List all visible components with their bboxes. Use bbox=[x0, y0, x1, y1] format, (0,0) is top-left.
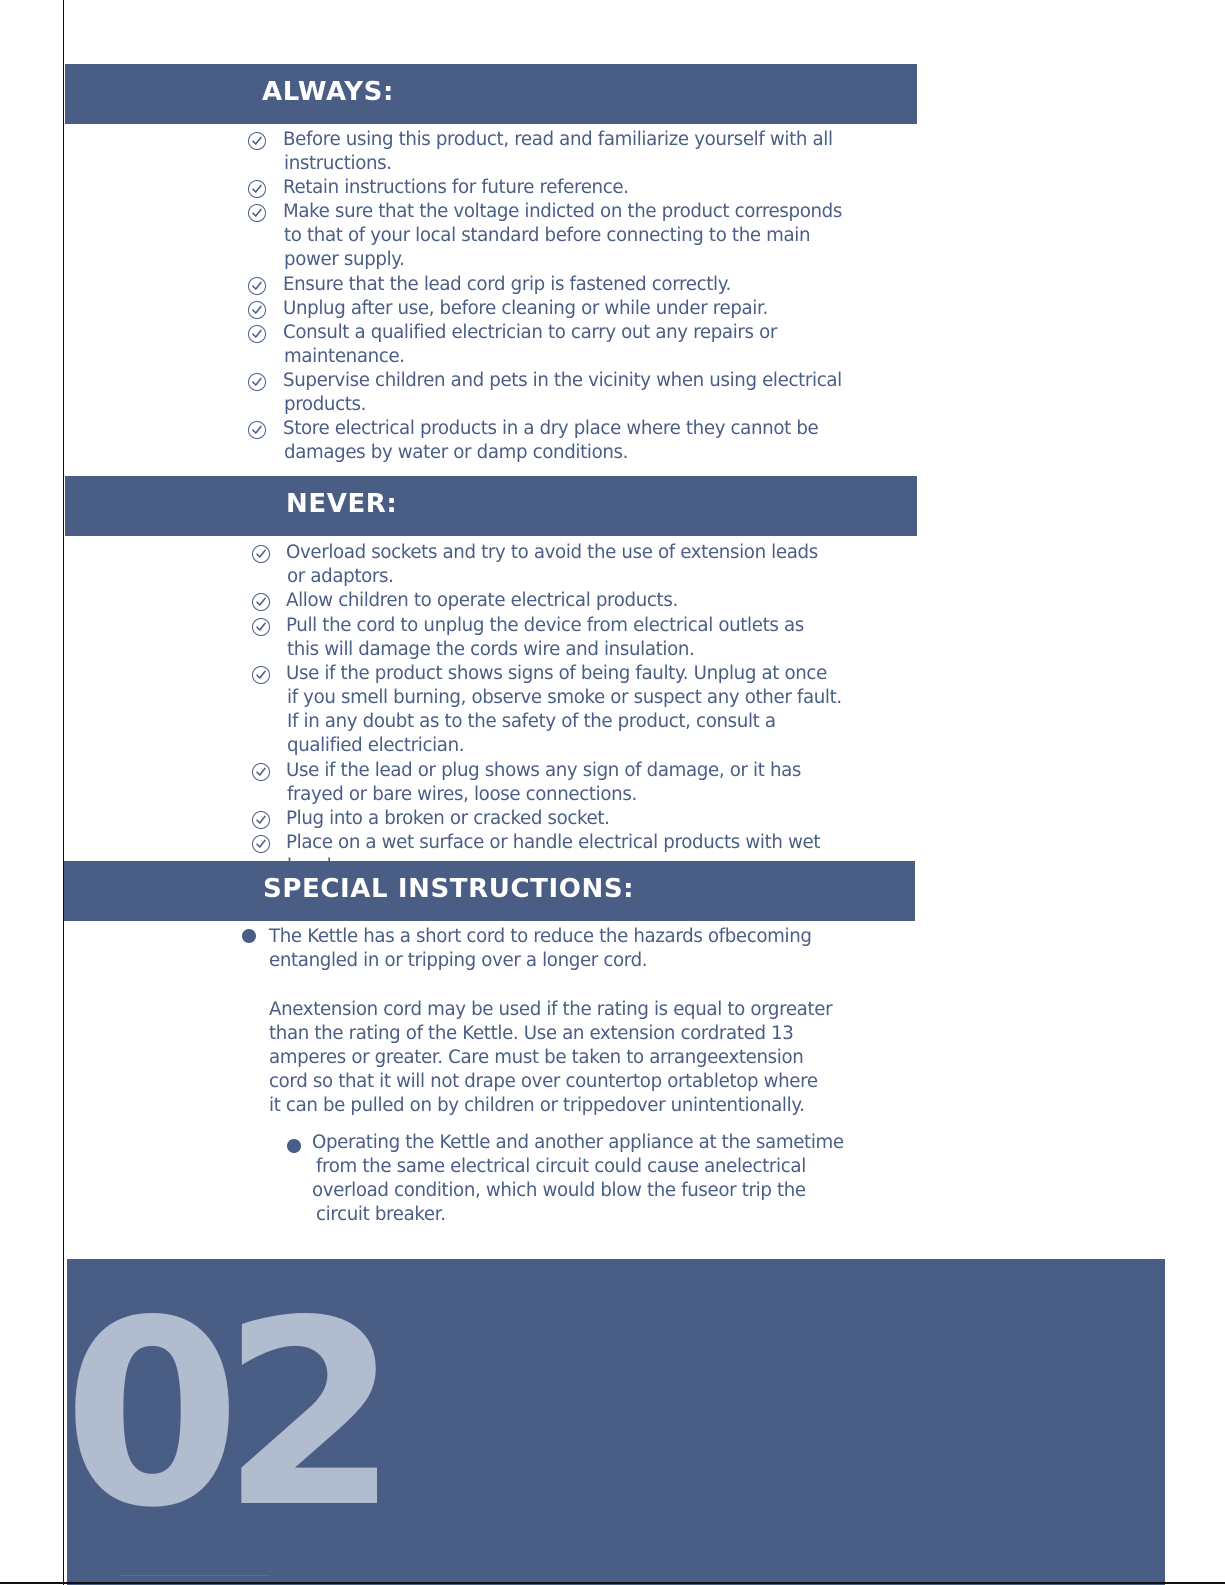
check-circle-icon bbox=[248, 373, 266, 391]
text-line: Consult a qualified electrician to carry out any repairs or bbox=[283, 321, 777, 343]
text-line: Overload sockets and try to avoid the use of extension leads bbox=[286, 542, 818, 563]
never-list-item bbox=[286, 589, 678, 613]
text-line: circuit breaker. bbox=[316, 1204, 446, 1226]
text-line: frayed or bare wires, loose connections. bbox=[287, 783, 637, 805]
text-line: Use if the lead or plug shows any sign of damage, or it has bbox=[286, 759, 802, 781]
text-line: The Kettle has a short cord to reduce the hazards ofbecoming bbox=[269, 926, 812, 947]
text-line: amperes or greater. Care must be taken to arrangeextension bbox=[269, 1047, 804, 1069]
never-list-item bbox=[286, 759, 801, 807]
bullet-dot bbox=[242, 929, 256, 943]
special-header-band bbox=[64, 861, 915, 921]
text-line: overload condition, which would blow the fuseor trip the bbox=[312, 1180, 806, 1202]
text-line: to that of your local standard before connecting to the main bbox=[284, 225, 811, 247]
text-line: Make sure that the voltage indicted on the product corresponds bbox=[283, 201, 842, 223]
check-circle-icon bbox=[252, 593, 270, 611]
text-line: products. bbox=[284, 394, 367, 416]
text-line: Supervise children and pets in the vicinity when using electrical bbox=[283, 370, 842, 391]
always-list-item bbox=[283, 369, 842, 417]
check-circle-icon bbox=[252, 545, 270, 563]
special-para-2 bbox=[269, 998, 832, 1118]
bullet-dot bbox=[287, 1139, 301, 1153]
never-list-item bbox=[286, 541, 818, 589]
check-circle-icon bbox=[252, 618, 270, 636]
special-title: SPECIAL INSTRUCTIONS: bbox=[263, 874, 635, 904]
check-circle-icon bbox=[248, 204, 266, 222]
never-header-band bbox=[65, 476, 917, 536]
check-circle-icon bbox=[252, 835, 270, 853]
check-circle-icon bbox=[252, 763, 270, 781]
always-title: ALWAYS: bbox=[262, 77, 394, 107]
always-list-item bbox=[283, 297, 768, 321]
text-line: entangled in or tripping over a longer cord. bbox=[269, 950, 648, 972]
never-list bbox=[0, 536, 1225, 861]
text-line: damages by water or damp conditions. bbox=[284, 442, 629, 464]
check-circle-icon bbox=[248, 180, 266, 198]
always-list-item bbox=[283, 176, 629, 200]
text-line: Anextension cord may be used if the rating is equal to orgreater bbox=[269, 999, 833, 1020]
text-line: Ensure that the lead cord grip is fastened correctly. bbox=[283, 273, 731, 295]
text-line: qualified electrician. bbox=[287, 735, 465, 757]
check-circle-icon bbox=[248, 325, 266, 343]
special-para-3 bbox=[312, 1131, 844, 1227]
always-list-item bbox=[283, 321, 777, 369]
check-circle-icon bbox=[248, 132, 266, 150]
page-number: 02 bbox=[63, 1266, 380, 1564]
text-line: cord so that it will not drape over countertop ortabletop where bbox=[269, 1071, 818, 1093]
text-line: this will damage the cords wire and insulation. bbox=[287, 638, 695, 660]
never-list-item bbox=[286, 807, 610, 831]
always-list-item bbox=[283, 273, 731, 297]
text-line: Place on a wet surface or handle electrical products with wet bbox=[286, 832, 821, 854]
text-line: Operating the Kettle and another appliance at the sametime bbox=[312, 1132, 844, 1153]
text-line: it can be pulled on by children or trippedover unintentionally. bbox=[269, 1095, 805, 1117]
text-line: Plug into a broken or cracked socket. bbox=[286, 808, 610, 830]
text-line: Retain instructions for future reference. bbox=[283, 177, 629, 199]
text-line: Use if the product shows signs of being faulty. Unplug at once bbox=[286, 663, 827, 684]
bottom-rule bbox=[0, 1582, 1225, 1584]
text-line: Store electrical products in a dry place where they cannot be bbox=[283, 418, 819, 440]
text-line: Before using this product, read and familiarize yourself with all bbox=[283, 129, 833, 150]
text-line: Pull the cord to unplug the device from electrical outlets as bbox=[286, 614, 804, 636]
check-circle-icon bbox=[248, 277, 266, 295]
text-line: or adaptors. bbox=[287, 566, 394, 588]
check-circle-icon bbox=[252, 666, 270, 684]
never-list-item bbox=[286, 614, 804, 662]
never-title: NEVER: bbox=[286, 489, 398, 519]
text-line: from the same electrical circuit could cause anelectrical bbox=[316, 1156, 806, 1178]
text-line: Allow children to operate electrical products. bbox=[286, 590, 678, 612]
always-list-item bbox=[283, 417, 818, 465]
special-para-1 bbox=[269, 925, 812, 973]
check-circle-icon bbox=[248, 421, 266, 439]
footer-link-underline bbox=[120, 1575, 270, 1576]
text-line: power supply. bbox=[284, 249, 405, 271]
check-circle-icon bbox=[248, 301, 266, 319]
text-line: maintenance. bbox=[284, 345, 405, 367]
text-line: instructions. bbox=[284, 153, 392, 175]
always-list-item bbox=[283, 128, 833, 176]
check-circle-icon bbox=[252, 811, 270, 829]
always-list-item bbox=[283, 200, 842, 272]
never-list-item bbox=[286, 662, 842, 758]
footer-panel bbox=[63, 1259, 1165, 1585]
text-line: Unplug after use, before cleaning or while under repair. bbox=[283, 297, 768, 319]
text-line: if you smell burning, observe smoke or suspect any other fault. bbox=[287, 687, 842, 709]
text-line: than the rating of the Kettle. Use an extension cordrated 13 bbox=[269, 1023, 794, 1045]
always-header-band bbox=[65, 64, 917, 124]
text-line: If in any doubt as to the safety of the product, consult a bbox=[287, 711, 776, 733]
